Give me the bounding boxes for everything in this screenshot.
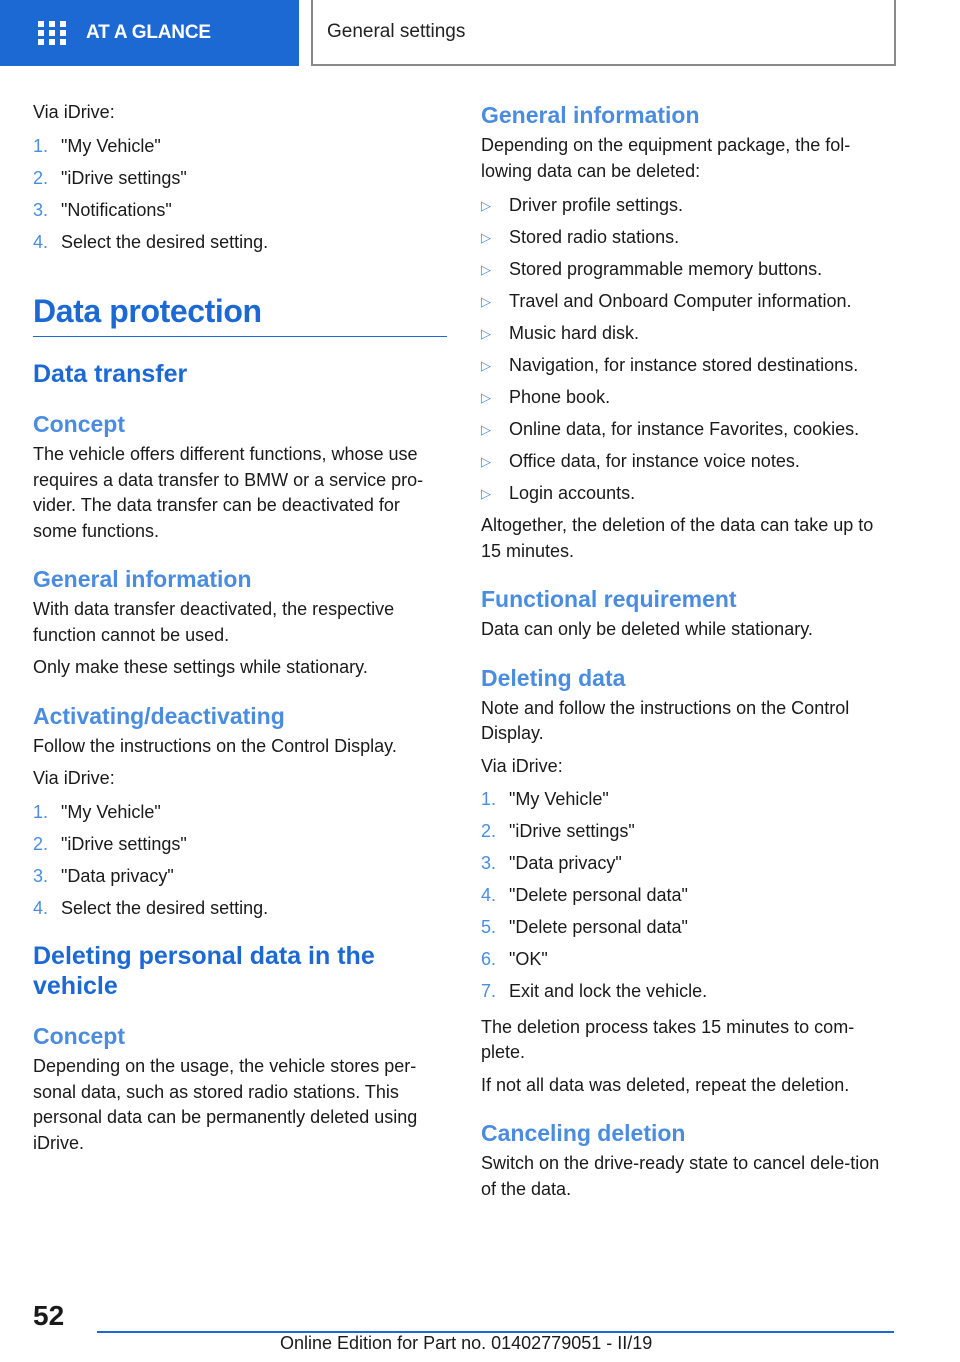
triangle-bullet-icon: ▷ — [481, 262, 491, 277]
heading-concept-deleting: Concept — [33, 1023, 125, 1049]
via-idrive-label: Via iDrive: — [481, 755, 563, 776]
heading-canceling-deletion: Canceling deletion — [481, 1120, 686, 1146]
triangle-bullet-icon: ▷ — [481, 294, 491, 309]
heading-deleting-data: Deleting data — [481, 664, 626, 691]
bullet-text: Driver profile settings. — [509, 195, 684, 215]
heading-functional-requirement: Functional requirement — [481, 586, 737, 612]
steps-list-data-privacy — [33, 800, 447, 922]
tab-at-a-glance[interactable] — [0, 0, 299, 66]
step-text: "Delete personal data" — [509, 917, 688, 937]
process-paragraph: The deletion process takes 15 minutes to com-plete. — [481, 1016, 855, 1062]
right-column — [481, 100, 881, 1209]
step-number: 3. — [481, 853, 497, 873]
heading-concept: Concept — [33, 411, 125, 437]
step-item — [33, 230, 447, 256]
step-item — [33, 198, 447, 224]
general-info-paragraph: With data transfer deactivated, the respective function cannot be used. — [33, 599, 395, 645]
step-number: 4. — [33, 897, 49, 918]
deletable-data-intro: Depending on the equipment package, the fol-lowing data can be deleted: — [481, 135, 851, 181]
steps-list-delete-data — [481, 787, 881, 1005]
triangle-bullet-icon: ▷ — [481, 454, 491, 469]
step-item — [33, 864, 447, 890]
step-text: "Delete personal data" — [509, 885, 688, 905]
step-text: "Data privacy" — [61, 865, 174, 886]
left-column — [33, 100, 447, 1163]
functional-paragraph: Data can only be deleted while stationary. — [481, 619, 813, 639]
step-text: "My Vehicle" — [61, 801, 161, 822]
via-idrive-label: Via iDrive: — [33, 102, 115, 122]
step-item — [33, 800, 447, 826]
step-text: "iDrive settings" — [61, 833, 187, 854]
step-text: "My Vehicle" — [61, 135, 161, 156]
heading-general-information: General information — [33, 566, 252, 592]
bullet-item — [481, 193, 881, 219]
bullet-text: Travel and Onboard Computer information. — [509, 291, 852, 311]
step-number: 4. — [481, 885, 497, 905]
concept-deleting-paragraph: Depending on the usage, the vehicle stores per-sonal data, such as stored radio stations. This personal data can be permanently deleted using iDrive. — [33, 1056, 418, 1153]
bullet-text: Navigation, for instance stored destinations. — [509, 355, 859, 375]
step-number: 6. — [481, 949, 497, 969]
footer-edition: Online Edition for Part no. 01402779051 - II/19 — [280, 1333, 653, 1353]
bullet-item — [481, 385, 881, 411]
triangle-bullet-icon: ▷ — [481, 422, 491, 437]
triangle-bullet-icon: ▷ — [481, 358, 491, 373]
bullet-text: Stored radio stations. — [509, 227, 680, 247]
step-item — [481, 883, 881, 909]
step-text: "iDrive settings" — [61, 167, 187, 188]
step-item — [481, 787, 881, 813]
triangle-bullet-icon: ▷ — [481, 486, 491, 501]
step-number: 5. — [481, 917, 497, 937]
step-number: 3. — [33, 865, 49, 886]
step-item — [481, 947, 881, 973]
repeat-paragraph: If not all data was deleted, repeat the deletion. — [481, 1074, 850, 1095]
bullet-item — [481, 225, 881, 251]
heading-data-transfer: Data transfer — [33, 360, 188, 388]
bullet-item — [481, 417, 881, 443]
triangle-bullet-icon: ▷ — [481, 326, 491, 341]
step-number: 1. — [481, 789, 497, 809]
page-number: 52 — [33, 1300, 65, 1331]
step-number: 3. — [33, 199, 49, 220]
section-title-data-protection: Data protection — [33, 293, 447, 337]
bullet-item — [481, 481, 881, 507]
step-text: Exit and lock the vehicle. — [509, 981, 708, 1001]
step-text: "Data privacy" — [509, 853, 622, 873]
step-text: "Notifications" — [61, 199, 172, 220]
bullet-item — [481, 289, 881, 315]
bullet-text: Online data, for instance Favorites, cookies. — [509, 419, 860, 439]
step-item — [481, 819, 881, 845]
step-text: "iDrive settings" — [509, 821, 635, 841]
step-number: 2. — [33, 167, 49, 188]
bullet-item — [481, 353, 881, 379]
bullet-text: Music hard disk. — [509, 323, 640, 343]
step-item — [481, 979, 881, 1005]
bullet-item — [481, 257, 881, 283]
bullet-text: Stored programmable memory buttons. — [509, 259, 823, 279]
step-text: Select the desired setting. — [61, 231, 269, 252]
step-number: 2. — [33, 833, 49, 854]
step-text: "OK" — [509, 949, 548, 969]
tab-general-settings[interactable] — [311, 0, 896, 66]
page-header — [0, 0, 960, 66]
bullet-item — [481, 449, 881, 475]
step-item — [33, 166, 447, 192]
triangle-bullet-icon: ▷ — [481, 230, 491, 245]
bullet-item — [481, 321, 881, 347]
via-idrive-label: Via iDrive: — [33, 768, 115, 788]
tab-general-settings-label: General settings — [327, 21, 466, 42]
step-item — [33, 134, 447, 160]
bullet-text: Office data, for instance voice notes. — [509, 451, 800, 471]
bullet-text: Phone book. — [509, 387, 611, 407]
step-number: 7. — [481, 981, 497, 1001]
steps-list-notifications — [33, 134, 447, 256]
tab-at-a-glance-label: AT A GLANCE — [86, 22, 211, 43]
stationary-paragraph: Only make these settings while stationary. — [33, 657, 368, 677]
concept-paragraph: The vehicle offers different functions, whose use requires a data transfer to BMW or a service pro-vider. The data transfer can be deactivated for some functions. — [33, 444, 424, 541]
altogether-paragraph: Altogether, the deletion of the data can take up to 15 minutes. — [481, 515, 874, 561]
heading-deleting-personal-data: Deleting personal data in the vehicle — [33, 942, 375, 1000]
step-number: 1. — [33, 135, 49, 156]
triangle-bullet-icon: ▷ — [481, 198, 491, 213]
step-number: 4. — [33, 231, 49, 252]
heading-activating-deactivating: Activating/deactivating — [33, 702, 285, 729]
deletable-data-list — [481, 193, 881, 507]
triangle-bullet-icon: ▷ — [481, 390, 491, 405]
heading-general-information-right: General information — [481, 102, 700, 128]
step-item — [481, 915, 881, 941]
step-text: "My Vehicle" — [509, 789, 609, 809]
step-number: 1. — [33, 801, 49, 822]
step-number: 2. — [481, 821, 497, 841]
activating-paragraph: Follow the instructions on the Control Display. — [33, 735, 397, 756]
step-text: Select the desired setting. — [61, 897, 269, 918]
deleting-paragraph: Note and follow the instructions on the Control Display. — [481, 697, 850, 743]
canceling-paragraph: Switch on the drive-ready state to cancel dele-tion of the data. — [481, 1153, 880, 1199]
step-item — [33, 896, 447, 922]
step-item — [481, 851, 881, 877]
step-item — [33, 832, 447, 858]
grid-icon — [38, 21, 66, 45]
bullet-text: Login accounts. — [509, 483, 636, 503]
